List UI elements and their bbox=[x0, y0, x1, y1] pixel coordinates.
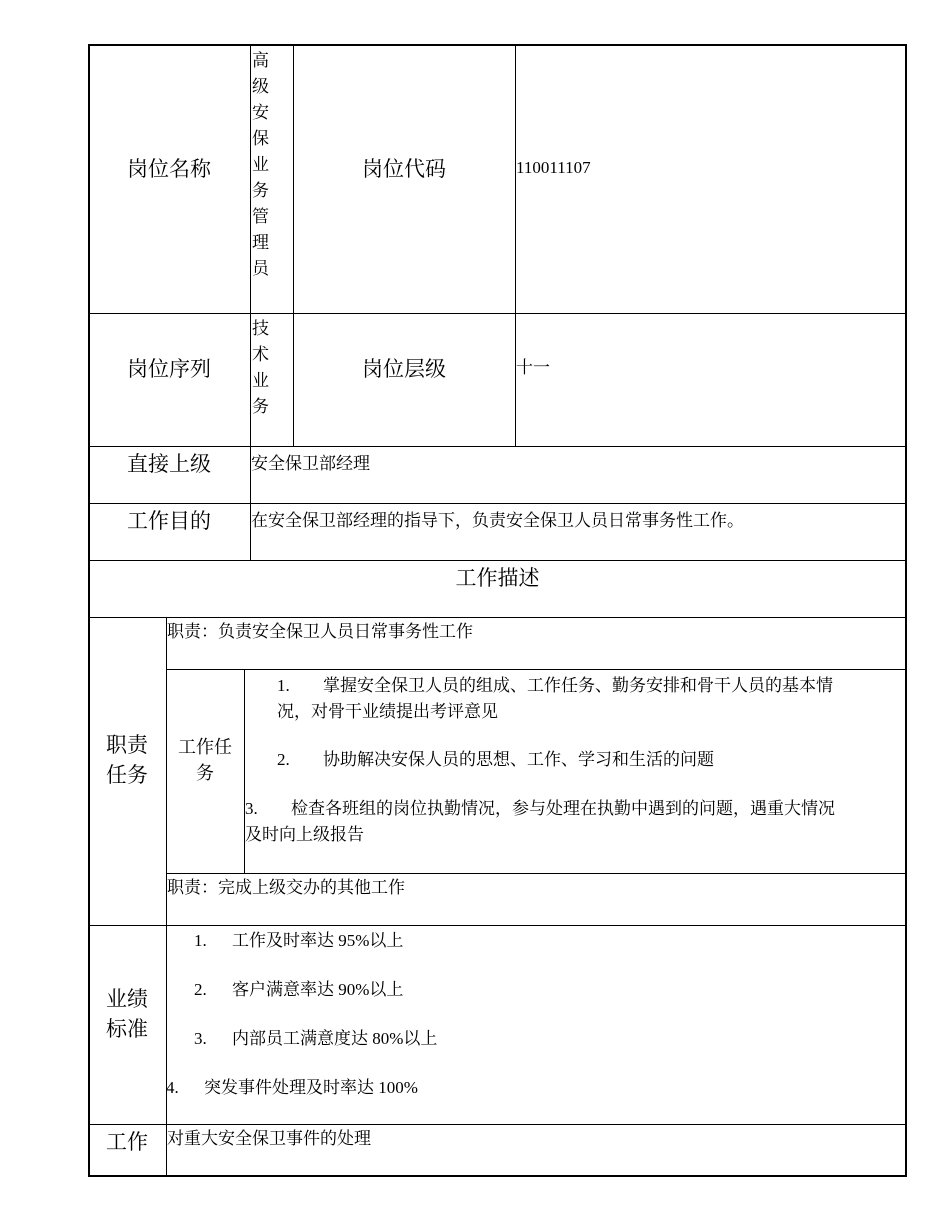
performance-item-3: 3. 内部员工满意度达 80%以上 bbox=[194, 1029, 438, 1048]
performance-item-1: 1. 工作及时率达 95%以上 bbox=[194, 931, 404, 950]
duty-2: 职责：完成上级交办的其他工作 bbox=[167, 878, 405, 897]
duty-1: 职责：负责安全保卫人员日常事务性工作 bbox=[167, 622, 473, 641]
row-divider bbox=[88, 503, 907, 504]
position-code-label: 岗位代码 bbox=[362, 157, 446, 181]
position-sequence-value: 技 术 业 务 bbox=[252, 319, 269, 416]
row-divider bbox=[166, 873, 907, 874]
position-level-value: 十一 bbox=[516, 358, 550, 377]
duties-label: 职责 任务 bbox=[106, 733, 148, 787]
row-divider bbox=[88, 313, 907, 314]
task-item-2: 2. 协助解决安保人员的思想、工作、学习和生活的问题 bbox=[277, 750, 714, 769]
column-divider bbox=[250, 44, 251, 560]
row-divider bbox=[88, 617, 907, 618]
position-code-value: 110011107 bbox=[516, 158, 591, 177]
position-sequence-label: 岗位序列 bbox=[127, 357, 211, 381]
position-name-label: 岗位名称 bbox=[127, 157, 211, 181]
work-authority-label: 工作 bbox=[106, 1130, 148, 1154]
task-item-3: 3. 检查各班组的岗位执勤情况，参与处理在执勤中遇到的问题，遇重大情况 及时向上级报告 bbox=[245, 799, 835, 844]
position-level-label: 岗位层级 bbox=[362, 357, 446, 381]
work-authority-value: 对重大安全保卫事件的处理 bbox=[167, 1129, 371, 1148]
work-purpose-label: 工作目的 bbox=[127, 509, 211, 533]
row-divider bbox=[88, 446, 907, 447]
position-name-value: 高 级 安 保 业 务 管 理 员 bbox=[252, 51, 269, 278]
task-label: 工作任 务 bbox=[178, 737, 232, 783]
section-title: 工作描述 bbox=[455, 566, 540, 590]
performance-item-4: 4. 突发事件处理及时率达 100% bbox=[166, 1078, 418, 1097]
direct-superior-value: 安全保卫部经理 bbox=[251, 454, 370, 473]
performance-label: 业绩 标准 bbox=[106, 987, 148, 1041]
row-divider bbox=[88, 560, 907, 561]
column-divider bbox=[515, 44, 516, 446]
column-divider bbox=[293, 44, 294, 446]
work-purpose-value: 在安全保卫部经理的指导下，负责安全保卫人员日常事务性工作。 bbox=[251, 511, 744, 530]
performance-item-2: 2. 客户满意率达 90%以上 bbox=[194, 980, 404, 999]
direct-superior-label: 直接上级 bbox=[127, 452, 211, 476]
task-item-1: 1. 掌握安全保卫人员的组成、工作任务、勤务安排和骨干人员的基本情 况，对骨干业绩提出考评意见 bbox=[277, 676, 833, 721]
job-description-table bbox=[88, 44, 907, 1177]
row-divider bbox=[166, 669, 907, 670]
row-divider bbox=[88, 925, 907, 926]
row-divider bbox=[88, 1124, 907, 1125]
